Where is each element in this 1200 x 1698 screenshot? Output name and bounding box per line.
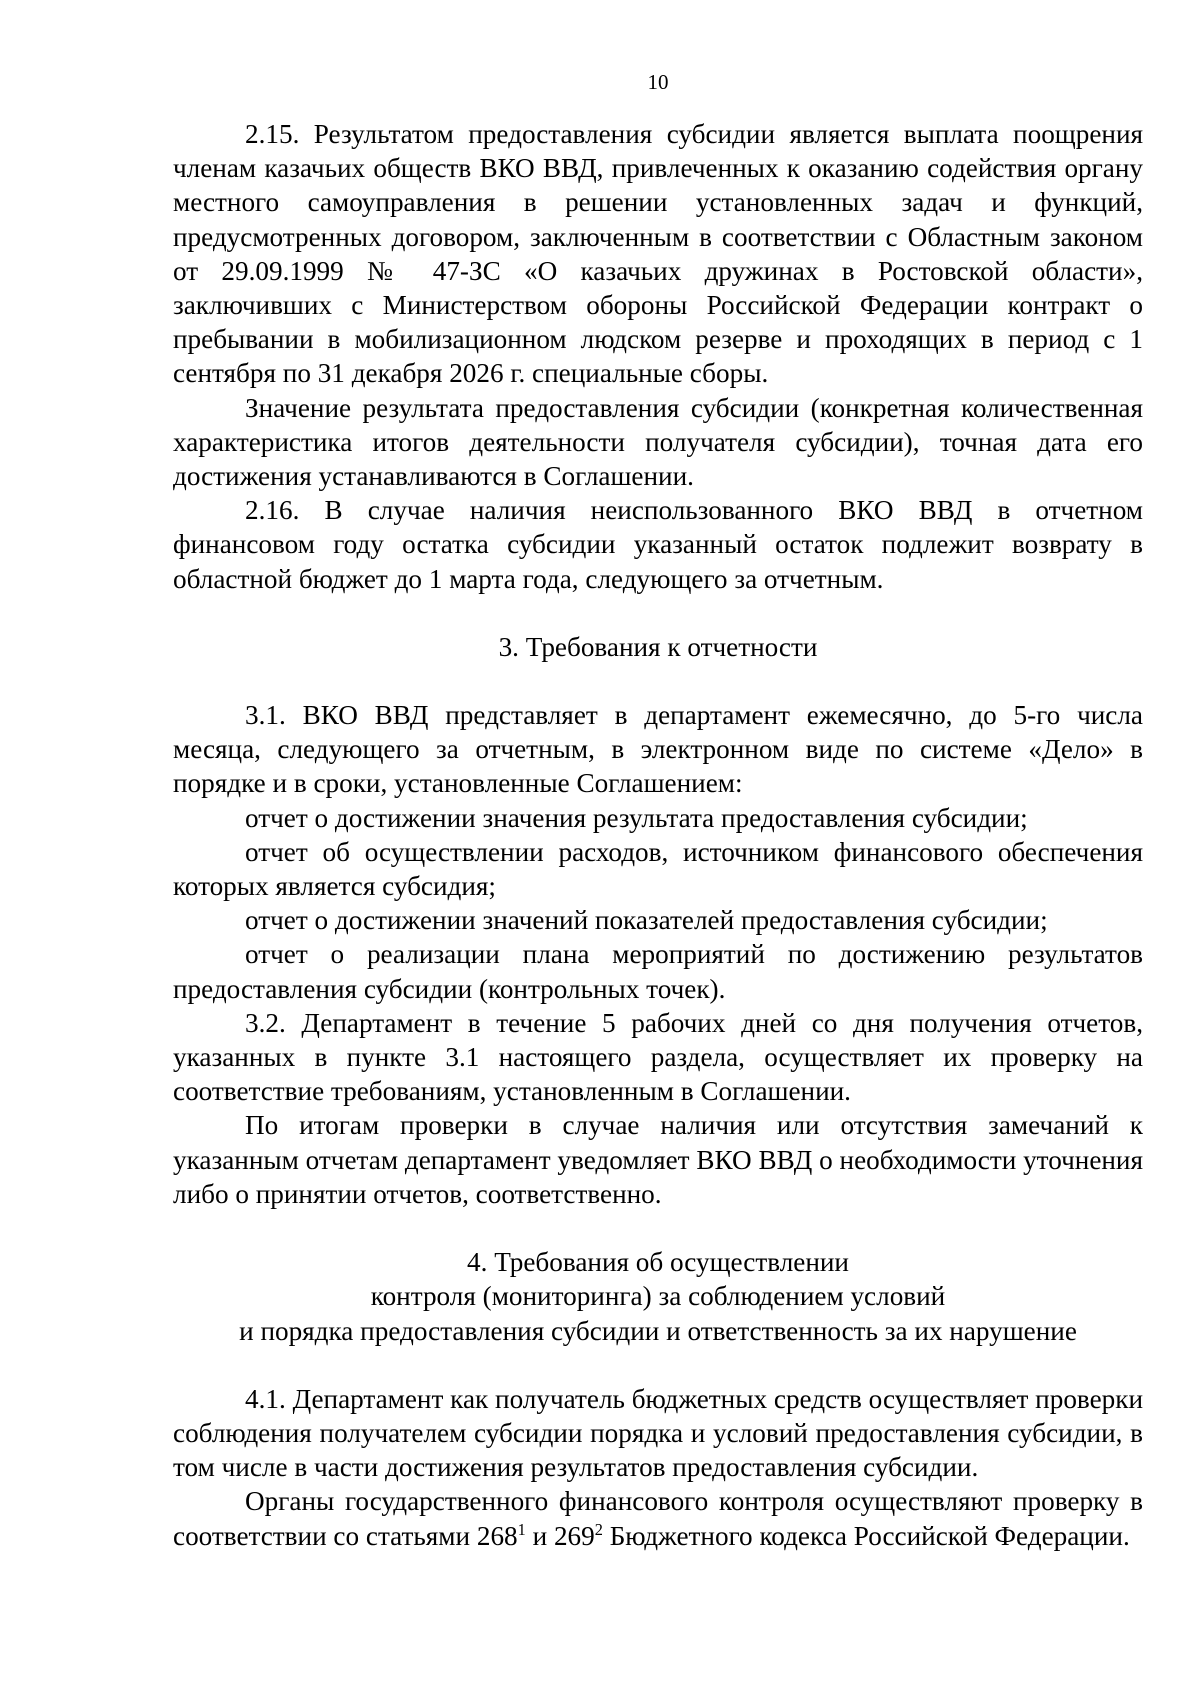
paragraph-3-1-item-c: отчет о достижении значений показателей предоставления субсидии; (245, 905, 1048, 936)
page-number: 10 (647, 70, 669, 94)
superscript-1: 1 (517, 1519, 526, 1539)
paragraph-3-1-item-b: отчет об осуществлении расходов, источником финансового обеспечения которых является субсидия; (173, 836, 1143, 902)
section-4-title-line-1: 4. Требования об осуществлении (467, 1247, 849, 1278)
paragraph-2-15: 2.15. Результатом предоставления субсидии является выплата поощрения членам казачьих обществ ВКО ВВД, привлеченных к оказанию содействия органу местного самоуправления в решении установленных задач и функций, предусмотренных договором, заключенным в соответствии с Областным законом от 29.09.1999 № 47-ЗС «О казачьих дружинах в Ростовской области», заключивших с Министерством обороны Российской Федерации контракт о пребывании в мобилизационном людском резерве и проходящих в период с 1 сентября по 31 декабря 2026 г. специальные сборы. (173, 119, 1143, 389)
section-3-title: 3. Требования к отчетности (498, 631, 818, 662)
section-4-title-line-3: и порядка предоставления субсидии и ответственность за их нарушение (239, 1315, 1077, 1346)
paragraph-3-1: 3.1. ВКО ВВД представляет в департамент ежемесячно, до 5-го числа месяца, следующего за отчетным, в электронном виде по системе «Дело» в порядке и в сроки, установленные Соглашением: (173, 700, 1143, 799)
paragraph-4-1-control-part-1: Органы государственного финансового контроля осуществляют проверку в соответствии со статьями 268 (173, 1486, 1143, 1551)
paragraph-2-16: 2.16. В случае наличия неиспользованного ВКО ВВД в отчетном финансовом году остатка субсидии указанный остаток подлежит возврату в областной бюджет до 1 марта года, следующего за отчетным. (173, 495, 1143, 594)
superscript-2: 2 (594, 1519, 603, 1539)
paragraph-4-1-control (173, 1484, 1143, 1552)
paragraph-3-2: 3.2. Департамент в течение 5 рабочих дней со дня получения отчетов, указанных в пункте 3.1 настоящего раздела, осуществляет их проверку на соответствие требованиям, установленным в Соглашении. (173, 1007, 1143, 1107)
document-body (173, 117, 1143, 1553)
paragraph-4-1: 4.1. Департамент как получатель бюджетных средств осуществляет проверки соблюдения получателем субсидии порядка и условий предоставления субсидии, в том числе в части достижения результатов предоставления субсидии. (173, 1383, 1144, 1483)
paragraph-3-1-item-a: отчет о достижении значения результата предоставления субсидии; (245, 802, 1028, 833)
paragraph-4-1-control-part-3: Бюджетного кодекса Российской Федерации. (602, 1520, 1130, 1551)
paragraph-4-1-control-part-2: и 269 (525, 1520, 595, 1551)
paragraph-2-15-value: Значение результата предоставления субсидии (конкретная количественная характеристика итогов деятельности получателя субсидии), точная дата его достижения устанавливаются в Соглашении. (173, 392, 1143, 492)
section-4-title-line-2: контроля (мониторинга) за соблюдением условий (370, 1281, 946, 1312)
spacer (173, 1211, 1143, 1245)
spacer (173, 664, 1143, 698)
paragraph-3-1-item-d: отчет о реализации плана мероприятий по достижению результатов предоставления субсидии (контрольных точек). (173, 939, 1143, 1004)
paragraph-3-2-review: По итогам проверки в случае наличия или отсутствия замечаний к указанным отчетам департамент уведомляет ВКО ВВД о необходимости уточнения либо о принятии отчетов, соответственно. (173, 1110, 1143, 1209)
spacer (173, 1348, 1143, 1382)
spacer (173, 596, 1143, 630)
